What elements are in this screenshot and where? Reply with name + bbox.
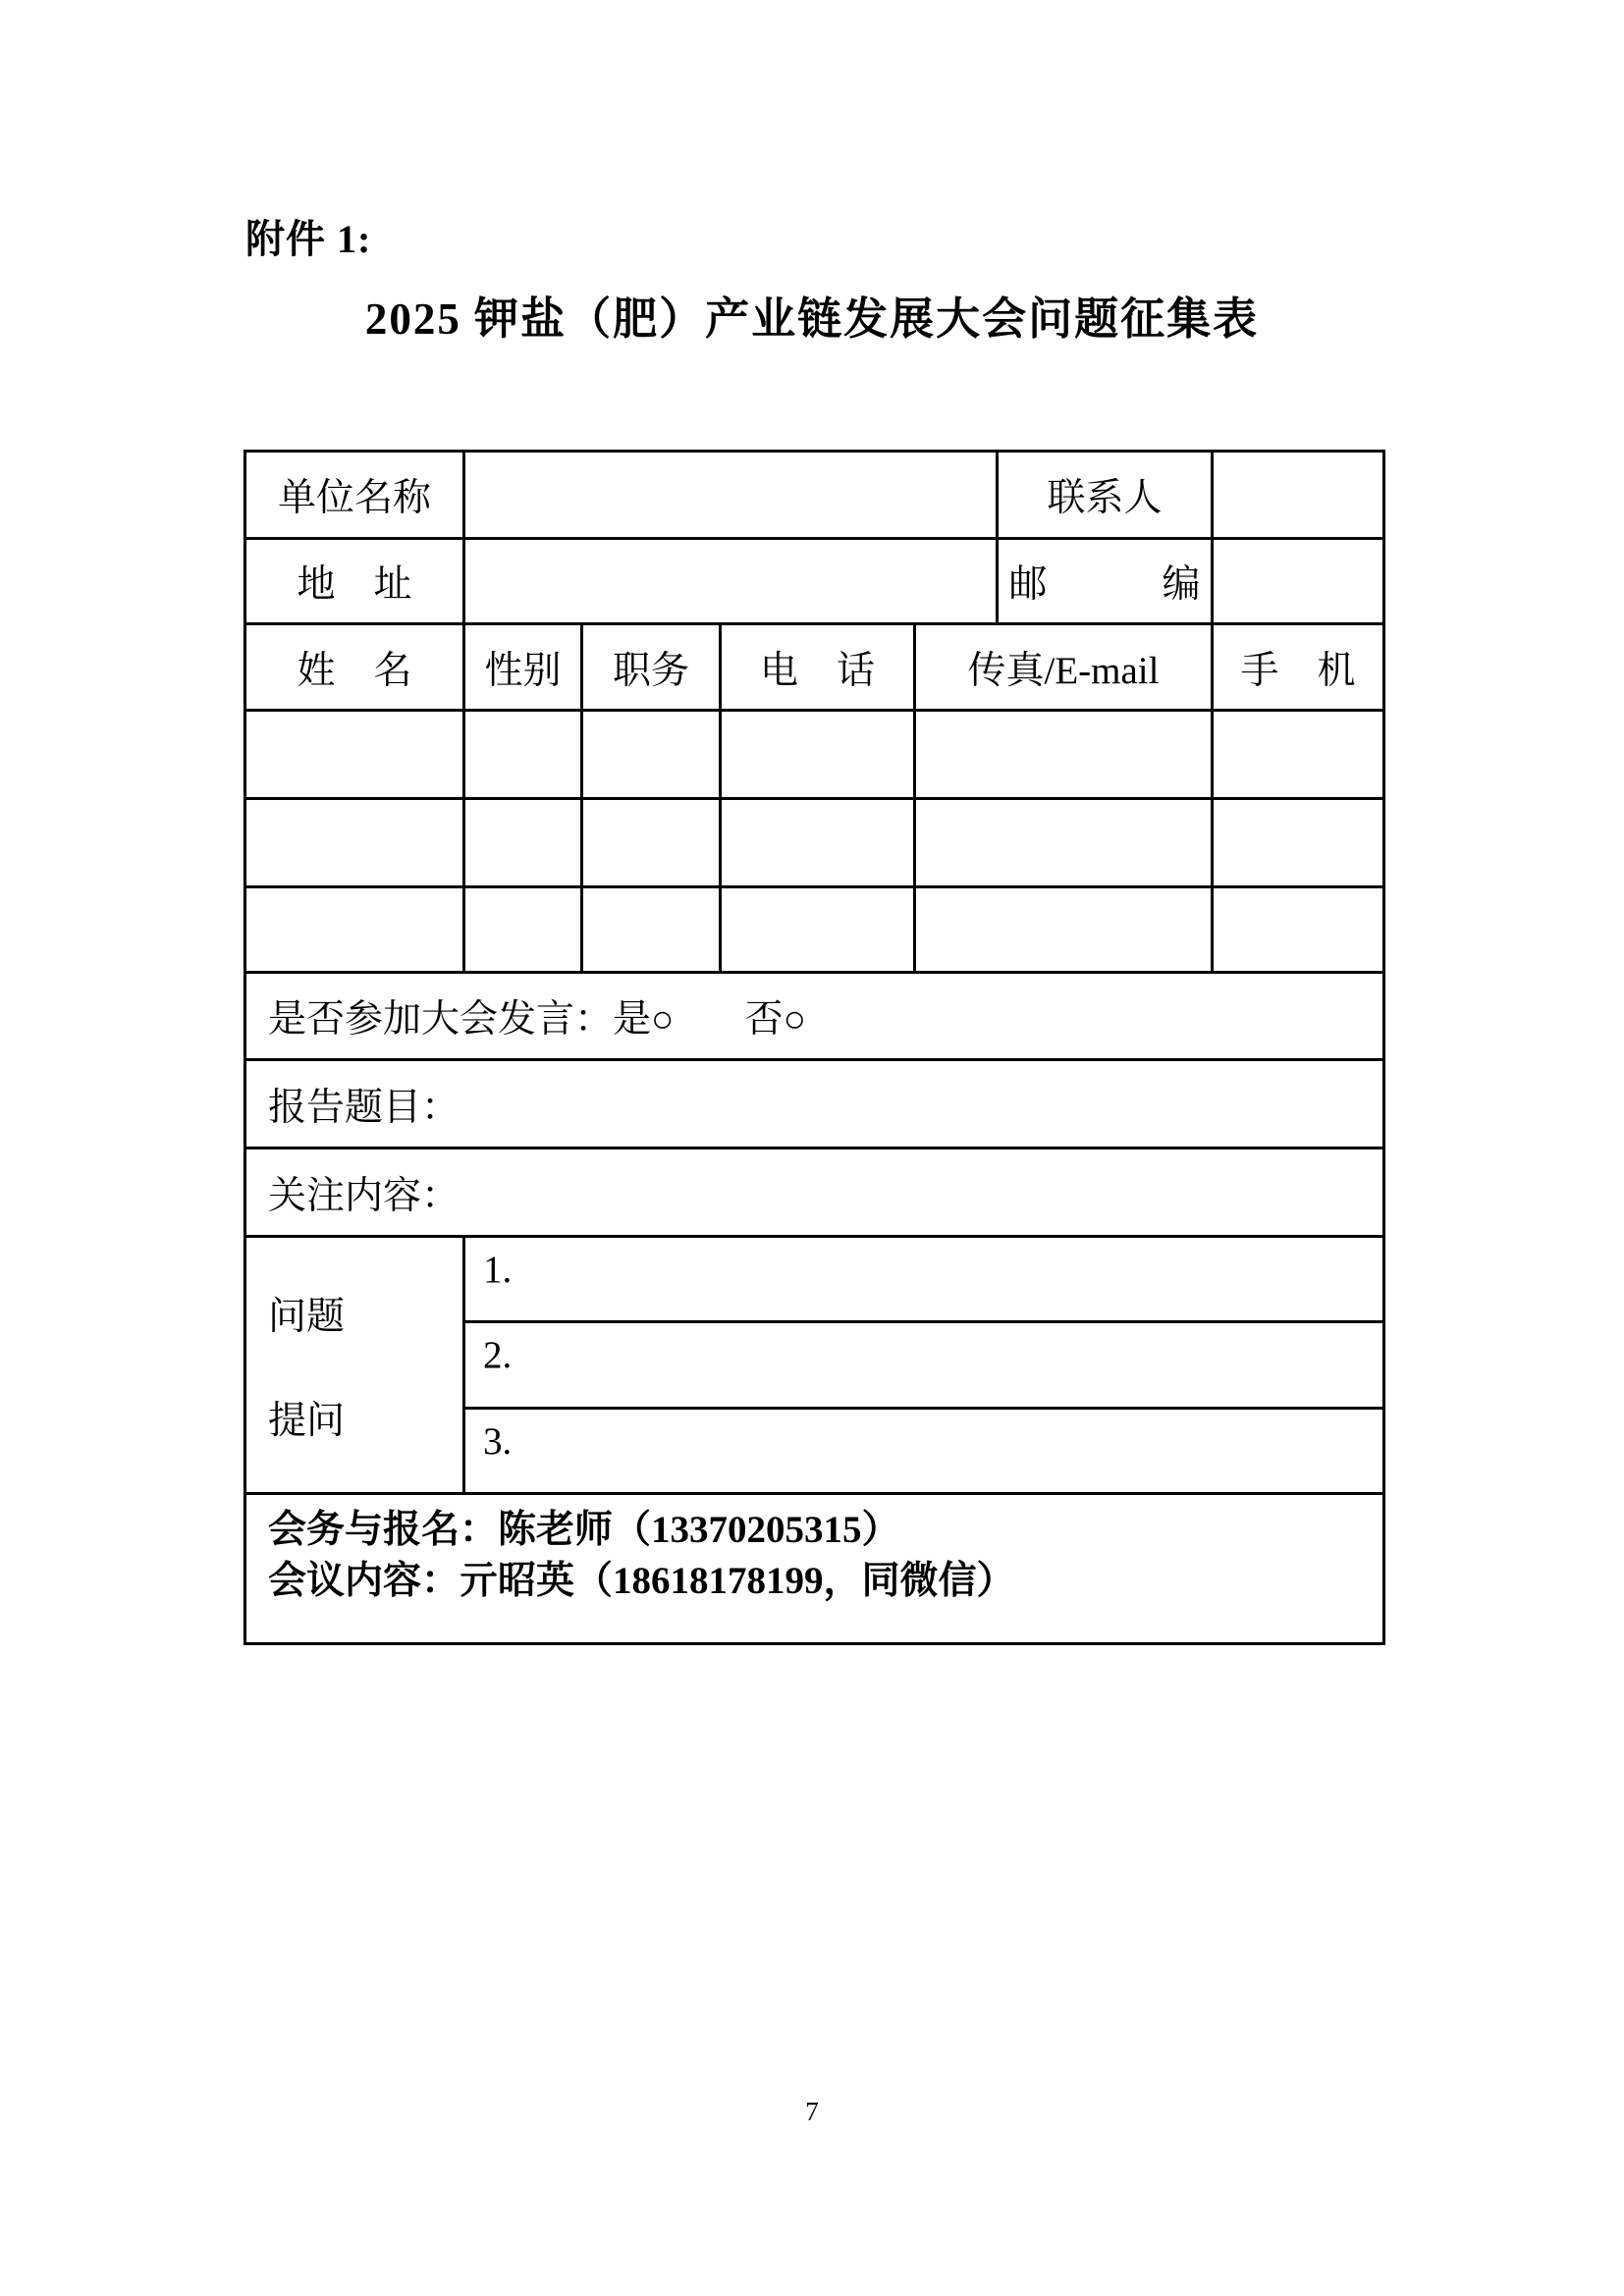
speech-participation-label: 是否参加大会发言： <box>268 998 614 1041</box>
question-section-label <box>246 1238 465 1495</box>
address-label: 地 址 <box>246 540 465 625</box>
content-contact-line: 会议内容：亓昭英（18618178199，同微信） <box>268 1559 1015 1602</box>
page-number: 7 <box>805 2097 819 2126</box>
zip-code-label: 邮 编 <box>999 540 1214 625</box>
unit-name-label: 单位名称 <box>246 453 465 540</box>
address-input-cell[interactable] <box>465 540 999 625</box>
report-title-input-cell[interactable] <box>246 1061 1382 1149</box>
person-name-input-cell[interactable] <box>246 712 465 800</box>
speech-option-no[interactable]: 否○ <box>744 998 807 1041</box>
question-3-input-cell[interactable] <box>465 1410 1382 1495</box>
job-title-column-header: 职务 <box>583 625 722 712</box>
contact-person-input-cell[interactable] <box>1214 453 1382 540</box>
question-label-line1: 问题 <box>268 1295 346 1338</box>
person-mobile-input-cell[interactable] <box>1214 800 1382 888</box>
person-gender-input-cell[interactable] <box>465 800 583 888</box>
person-gender-input-cell[interactable] <box>465 888 583 974</box>
contact-info-cell <box>246 1495 1382 1642</box>
form-table <box>244 450 1385 1645</box>
person-gender-input-cell[interactable] <box>465 712 583 800</box>
question-2-input-cell[interactable] <box>465 1323 1382 1410</box>
name-column-header: 姓 名 <box>246 625 465 712</box>
person-mobile-input-cell[interactable] <box>1214 712 1382 800</box>
phone-column-header: 电 话 <box>722 625 916 712</box>
report-title-label: 报告题目： <box>268 1086 460 1129</box>
question-3-number: 3. <box>483 1420 513 1463</box>
speech-participation-row <box>246 974 1382 1061</box>
person-mobile-input-cell[interactable] <box>1214 888 1382 974</box>
question-1-input-cell[interactable] <box>465 1238 1382 1323</box>
unit-name-input-cell[interactable] <box>465 453 999 540</box>
person-phone-input-cell[interactable] <box>722 800 916 888</box>
person-phone-input-cell[interactable] <box>722 888 916 974</box>
person-job-input-cell[interactable] <box>583 712 722 800</box>
person-fax-input-cell[interactable] <box>916 888 1214 974</box>
zip-code-input-cell[interactable] <box>1214 540 1382 625</box>
person-name-input-cell[interactable] <box>246 888 465 974</box>
person-job-input-cell[interactable] <box>583 888 722 974</box>
question-1-number: 1. <box>483 1249 513 1291</box>
person-name-input-cell[interactable] <box>246 800 465 888</box>
question-label-line2: 提问 <box>268 1399 346 1442</box>
person-fax-input-cell[interactable] <box>916 800 1214 888</box>
person-job-input-cell[interactable] <box>583 800 722 888</box>
registration-contact-line: 会务与报名：陈老师（13370205315） <box>268 1509 900 1551</box>
person-phone-input-cell[interactable] <box>722 712 916 800</box>
page-title: 2025 钾盐（肥）产业链发展大会问题征集表 <box>364 294 1260 344</box>
speech-option-yes[interactable]: 是○ <box>613 998 675 1041</box>
person-fax-input-cell[interactable] <box>916 712 1214 800</box>
mobile-column-header: 手 机 <box>1214 625 1382 712</box>
fax-email-column-header: 传真/E-mail <box>916 625 1214 712</box>
question-2-number: 2. <box>483 1334 513 1376</box>
attachment-label: 附件 1: <box>245 217 372 261</box>
focus-content-input-cell[interactable] <box>246 1149 1382 1238</box>
gender-column-header: 性别 <box>465 625 583 712</box>
focus-content-label: 关注内容： <box>268 1174 460 1217</box>
contact-person-label: 联系人 <box>999 453 1214 540</box>
